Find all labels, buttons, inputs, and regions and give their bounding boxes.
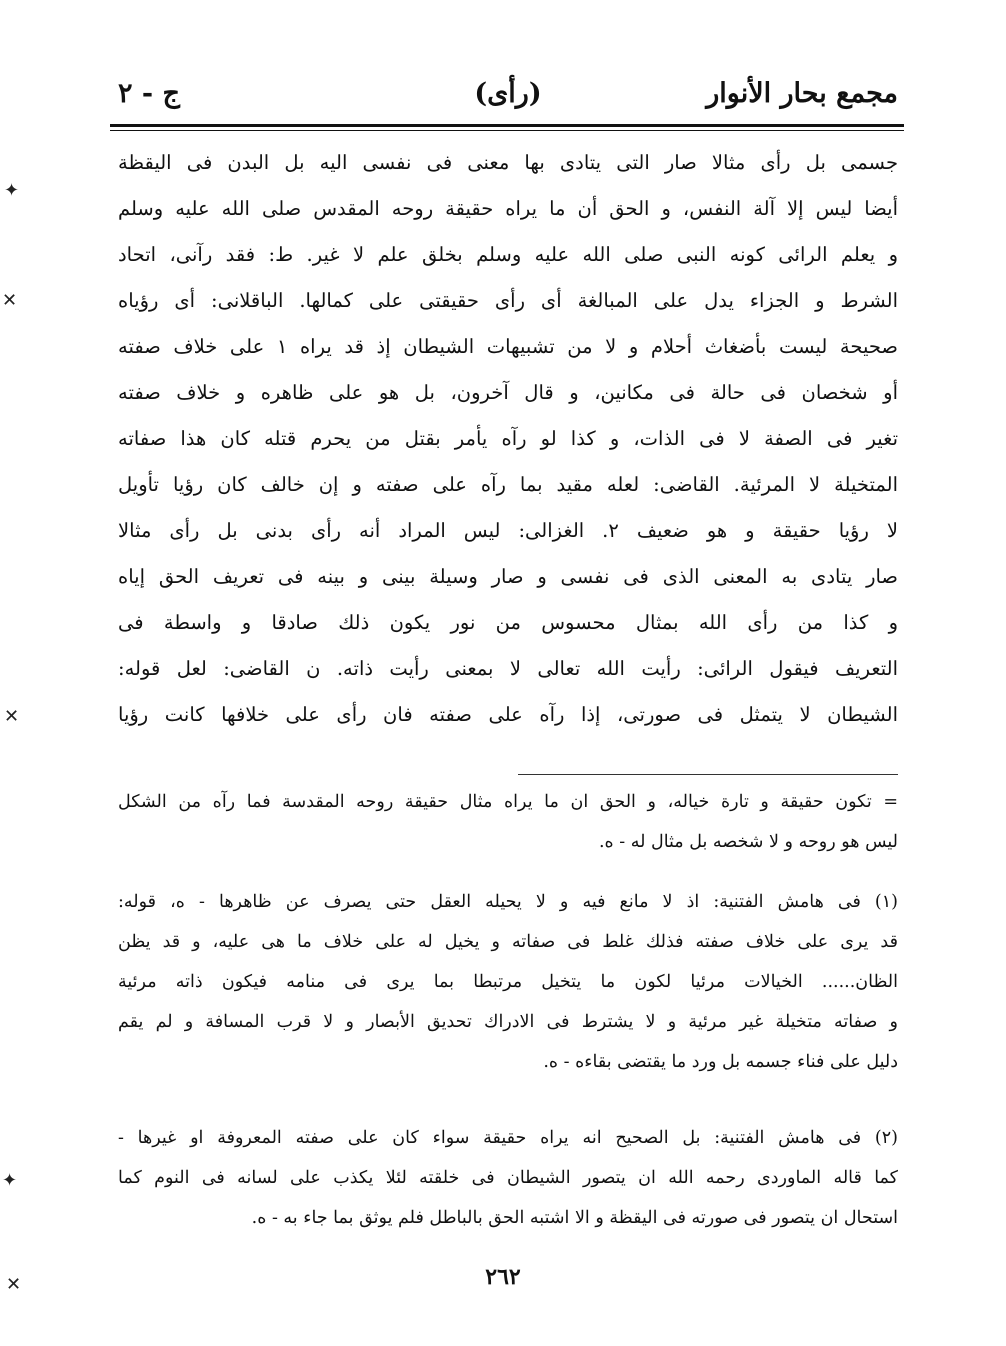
margin-mark-icon: ✕ [4, 706, 20, 727]
header-rule-thick [110, 124, 904, 127]
margin-mark-icon: ✦ [2, 1170, 18, 1191]
footnote-line: دليل على فناء جسمه بل ورد ما يقتضى بقاءه - ه. [543, 1052, 898, 1072]
text-line: الشيطان لا يتمثل فى صورتى، إذا رآه على صفته فان رأى على خلافها كانت رؤيا [118, 703, 898, 726]
header-rule-thin [110, 130, 904, 131]
footnote-line: الظان...... الخيالات مرئيا لكون ما يتخيل مرتبطا بما يرى فى منامه فيكون ذاته مرئية [118, 972, 898, 992]
footnote-line: و صفاته متخيلة غير مرئية و لا يشترط فى الادراك تحديق الأبصار و لا قرب المسافة و لم يقم [118, 1012, 898, 1032]
text-line: أيضا ليس إلا آلة النفس، و الحق أن ما يراه حقيقة روحه المقدس صلى الله عليه وسلم [118, 197, 898, 220]
footnote-line: (١) فى هامش الفتنية: اذ لا مانع فيه و لا يحيله العقل حتى يصرف عن ظاهرها - ه، قوله: [118, 892, 898, 912]
text-line: أو شخصان فى حالة فى مكانين، و قال آخرون، بل هو على ظاهره و خلاف صفته [118, 381, 898, 404]
book-title: مجمع بحار الأنوار [706, 78, 898, 109]
footnote-continuation [118, 782, 898, 862]
volume-number: ج - ٢ [118, 78, 180, 109]
text-line: صار يتادى به المعنى الذى فى نفسى و صار وسيلة بينى و بينه فى تعريف الحق إياه [118, 565, 898, 588]
text-line: الشرط و الجزاء يدل على المبالغة أى رأى حقيقتى على كمالها. الباقلانى: أى رؤياه [118, 289, 898, 312]
footnote-line: استحال ان يتصور فى صورته فى اليقظة و الا اشتبه الحق بالباطل فلم يوثق بما جاء به - ه. [251, 1208, 898, 1228]
margin-mark-icon: ✕ [6, 1274, 22, 1295]
margin-mark-icon: ✦ [4, 180, 20, 201]
footnote-separator [518, 774, 898, 775]
main-text [118, 140, 898, 738]
text-line: جسمى بل رأى مثالا صار التى يتادى بها معنى فى نفسى اليه بل البدن فى اليقظة [118, 151, 898, 174]
running-header [118, 78, 898, 118]
footnote-line: كما قاله الماوردى رحمه الله ان يتصور الشيطان فى خلقته لئلا يكذب على لسانه فى النوم كما [118, 1168, 898, 1188]
footnote-line: (٢) فى هامش الفتنية: بل الصحيح انه يراه حقيقة سواء كان على صفته المعروفة او غيرها - [118, 1128, 898, 1148]
text-line: و كذا من رأى الله بمثال محسوس من نور يكون ذلك صادقا و واسطة فى [118, 611, 898, 634]
footnote-line: ليس هو روحه و لا شخصه بل مثال له - ه. [598, 832, 898, 852]
text-line: لا رؤيا حقيقة و هو ضعيف ٢. الغزالى: ليس المراد أنه رأى بدنى بل رأى مثالا [118, 519, 898, 542]
text-line: المتخيلة لا المرئية. القاضى: لعله مقيد بما رآه على صفته و إن خالف كان رؤيا تأويل [118, 473, 898, 496]
page-number: ٢٦٢ [485, 1264, 521, 1290]
text-line: و يعلم الرائى كونه النبى صلى الله عليه وسلم بخلق علم لا غير. ط: فقد رآنى، اتحاد [118, 243, 898, 266]
footnote-line: قد يرى على خلاف صفته فذلك غلط فى صفاته و يخيل له على خلاف ما هى عليه، و قد يظن [118, 932, 898, 952]
margin-mark-icon: ✕ [2, 290, 18, 311]
footnote-line: = تكون حقيقة و تارة خياله، و الحق ان ما يراه مثال حقيقة روحه المقدسة فما رآه من الشكل [118, 792, 898, 812]
text-line: صحيحة ليست بأضغاث أحلام و لا من تشبيهات الشيطان إذ قد يراه ١ على خلاف صفته [118, 335, 898, 358]
text-line: تغير فى الصفة لا فى الذات، و كذا لو رآه يأمر بقتل من يحرم قتله كان هذا صفاته [118, 427, 898, 450]
footnote-2 [118, 1118, 898, 1238]
footnote-1 [118, 882, 898, 1082]
text-line: التعريف فيقول الرائى: رأيت الله تعالى لا بمعنى رأيت ذاته. ن القاضى: لعل قوله: [118, 657, 898, 680]
entry-heading: (رأى) [474, 78, 542, 109]
